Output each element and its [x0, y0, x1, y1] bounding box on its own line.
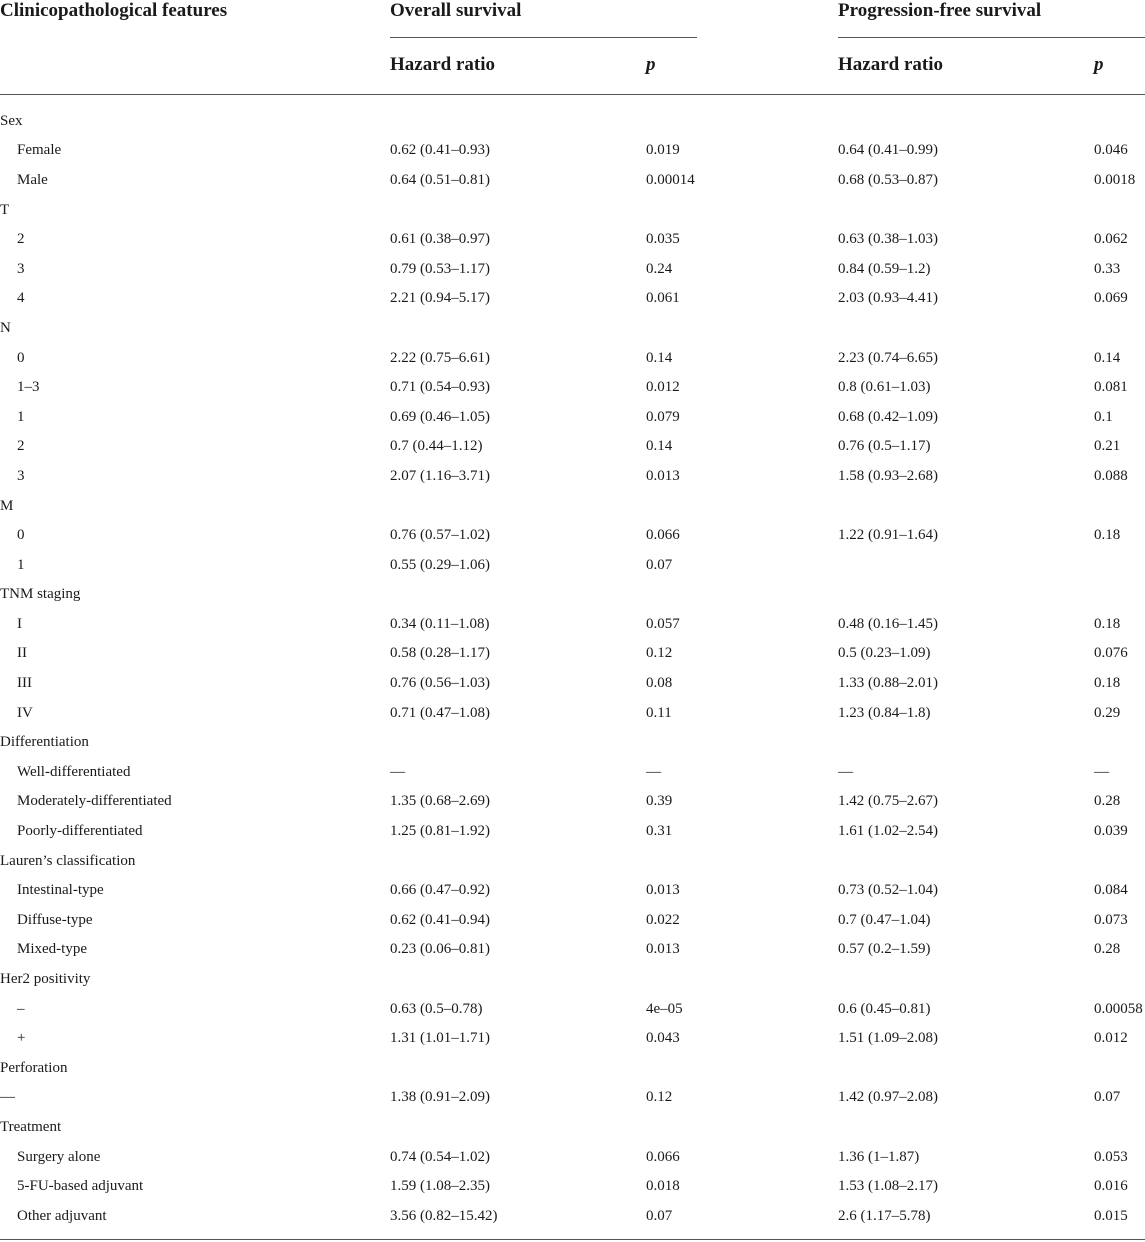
pfs-hazard-ratio-cell: 2.03 (0.93–4.41) [838, 290, 938, 307]
pfs-hazard-ratio-cell: 0.63 (0.38–1.03) [838, 231, 938, 248]
os-hazard-ratio-cell [390, 580, 646, 610]
pfs-p-value-cell [1094, 1113, 1145, 1143]
table-row [0, 166, 1145, 196]
table-group-row [0, 491, 1145, 521]
table-group-row [0, 1083, 1145, 1113]
os-p-value-cell [646, 1054, 838, 1084]
os-p-value-cell: 0.022 [646, 911, 680, 928]
os-hazard-ratio-cell: 0.61 (0.38–0.97) [390, 231, 490, 248]
pfs-hazard-ratio-cell [838, 491, 1094, 521]
pfs-p-value-cell: 0.28 [1094, 793, 1121, 810]
os-hazard-ratio-cell: 0.64 (0.51–0.81) [390, 171, 490, 188]
table-row [0, 994, 1145, 1024]
feature-label: 2 [17, 438, 25, 455]
os-p-value-cell: 0.013 [646, 941, 680, 958]
feature-label: Surgery alone [17, 1148, 101, 1165]
os-p-value-cell [646, 94, 838, 136]
table-row [0, 284, 1145, 314]
pfs-hazard-ratio-cell [838, 94, 1094, 136]
os-p-value-cell: 0.012 [646, 379, 680, 396]
pfs-hazard-ratio-cell: 0.57 (0.2–1.59) [838, 941, 931, 958]
os-hazard-ratio-cell: 1.25 (0.81–1.92) [390, 823, 490, 840]
group-label: N [0, 319, 11, 336]
os-hazard-ratio-cell: 1.38 (0.91–2.09) [390, 1089, 490, 1106]
table-bottom-rule [0, 1239, 1145, 1240]
os-p-value-cell [646, 728, 838, 758]
os-hazard-ratio-cell: 0.71 (0.54–0.93) [390, 379, 490, 396]
os-p-value-cell: 0.018 [646, 1178, 680, 1195]
pfs-p-value-cell [1094, 965, 1145, 995]
os-hazard-ratio-cell: 0.79 (0.53–1.17) [390, 260, 490, 277]
pfs-hazard-ratio-cell [838, 580, 1094, 610]
feature-label: 2 [17, 231, 25, 248]
table-row [0, 373, 1145, 403]
pfs-p-value-cell [1094, 550, 1145, 580]
feature-label: Female [17, 142, 62, 159]
os-p-value-cell: 0.013 [646, 467, 680, 484]
pfs-p-value-cell: 0.012 [1094, 1030, 1128, 1047]
pfs-hazard-ratio-cell [838, 965, 1094, 995]
table-row [0, 1201, 1145, 1231]
pfs-p-value-cell: — [1094, 763, 1109, 780]
pfs-p-value-cell: 0.1 [1094, 408, 1113, 425]
os-hazard-ratio-cell: 2.21 (0.94–5.17) [390, 290, 490, 307]
feature-label: – [17, 1000, 25, 1017]
pfs-hazard-ratio-cell: 1.61 (1.02–2.54) [838, 823, 938, 840]
pfs-p-value-cell: 0.18 [1094, 675, 1121, 692]
os-hazard-ratio-cell: 0.58 (0.28–1.17) [390, 645, 490, 662]
table-row [0, 225, 1145, 255]
os-p-value-cell [646, 491, 838, 521]
table-row [0, 254, 1145, 284]
pfs-p-value-cell [1094, 1054, 1145, 1084]
table-row [0, 1142, 1145, 1172]
os-p-header: p [646, 38, 838, 94]
table-row [0, 876, 1145, 906]
pfs-p-value-cell: 0.046 [1094, 142, 1128, 159]
feature-label: Male [17, 171, 48, 188]
pfs-hazard-ratio-cell: 0.68 (0.53–0.87) [838, 171, 938, 188]
pfs-p-value-cell: 0.0018 [1094, 171, 1136, 188]
feature-label: Poorly-differentiated [17, 823, 143, 840]
pfs-p-value-cell: 0.073 [1094, 911, 1128, 928]
os-p-value-cell [646, 580, 838, 610]
pfs-group-header [838, 0, 1145, 38]
os-p-value-cell: 0.07 [646, 556, 673, 573]
group-label: Her2 positivity [0, 971, 91, 988]
os-p-value-cell: 0.12 [646, 1089, 673, 1106]
os-hazard-ratio-cell: 0.66 (0.47–0.92) [390, 882, 490, 899]
os-p-value-cell: 0.14 [646, 438, 673, 455]
pfs-p-value-cell [1094, 195, 1145, 225]
table-group-row [0, 728, 1145, 758]
os-p-value-cell: 0.12 [646, 645, 673, 662]
pfs-hazard-ratio-cell: 0.5 (0.23–1.09) [838, 645, 931, 662]
feature-label: 0 [17, 527, 25, 544]
pfs-p-value-cell [1094, 314, 1145, 344]
pfs-hazard-ratio-cell: 0.73 (0.52–1.04) [838, 882, 938, 899]
feature-label: 3 [17, 467, 25, 484]
os-hazard-ratio-cell: 0.34 (0.11–1.08) [390, 615, 490, 632]
os-group-header [390, 0, 838, 38]
pfs-hazard-ratio-cell: 2.6 (1.17–5.78) [838, 1207, 931, 1224]
pfs-p-value-cell [1094, 728, 1145, 758]
pfs-hazard-ratio-cell: 0.7 (0.47–1.04) [838, 911, 931, 928]
feature-column-header: Clinicopathological features [0, 0, 390, 94]
os-hazard-ratio-cell: 0.76 (0.56–1.03) [390, 675, 490, 692]
feature-label: Mixed-type [17, 941, 87, 958]
table-group-row [0, 94, 1145, 136]
pfs-p-value-cell: 0.076 [1094, 645, 1128, 662]
feature-label: 5-FU-based adjuvant [17, 1178, 144, 1195]
os-p-value-cell: 0.24 [646, 260, 673, 277]
pfs-p-value-cell [1094, 580, 1145, 610]
os-p-value-cell [646, 1113, 838, 1143]
os-hazard-ratio-cell: 1.35 (0.68–2.69) [390, 793, 490, 810]
pfs-p-value-cell: 0.062 [1094, 231, 1128, 248]
table-group-row [0, 1113, 1145, 1143]
feature-label: Diffuse-type [17, 911, 93, 928]
pfs-p-value-cell: 0.016 [1094, 1178, 1128, 1195]
os-p-value-cell: 0.043 [646, 1030, 680, 1047]
table-row [0, 432, 1145, 462]
os-p-value-cell: 0.066 [646, 1148, 680, 1165]
pfs-p-value-cell: 0.18 [1094, 615, 1121, 632]
feature-label: Moderately-differentiated [17, 793, 172, 810]
pfs-p-value-cell: 0.088 [1094, 467, 1128, 484]
pfs-hazard-ratio-cell [838, 846, 1094, 876]
os-p-value-cell: 0.019 [646, 142, 680, 159]
os-p-value-cell [646, 195, 838, 225]
group-label: Lauren’s classification [0, 852, 136, 869]
os-p-value-cell: 0.013 [646, 882, 680, 899]
pfs-hazard-ratio-cell: 0.8 (0.61–1.03) [838, 379, 931, 396]
pfs-p-value-cell: 0.015 [1094, 1207, 1128, 1224]
os-p-value-cell: 0.00014 [646, 171, 695, 188]
os-p-value-cell: 0.11 [646, 704, 672, 721]
pfs-p-value-cell [1094, 846, 1145, 876]
pfs-hazard-ratio-cell: 0.84 (0.59–1.2) [838, 260, 931, 277]
table-row [0, 758, 1145, 788]
table-row [0, 1172, 1145, 1202]
os-p-value-cell: 0.079 [646, 408, 680, 425]
pfs-hazard-ratio-cell: 1.36 (1–1.87) [838, 1148, 920, 1165]
feature-label: 0 [17, 349, 25, 366]
pfs-hazard-ratio-cell: 1.58 (0.93–2.68) [838, 467, 938, 484]
os-hazard-ratio-cell [390, 195, 646, 225]
pfs-hazard-ratio-cell: 0.64 (0.41–0.99) [838, 142, 938, 159]
table-row [0, 906, 1145, 936]
pfs-p-value-cell: 0.081 [1094, 379, 1128, 396]
os-p-value-cell: 0.31 [646, 823, 673, 840]
pfs-p-value-cell: 0.039 [1094, 823, 1128, 840]
pfs-hazard-ratio-cell: — [838, 763, 853, 780]
table-row [0, 136, 1145, 166]
os-p-value-cell: 0.035 [646, 231, 680, 248]
table-row [0, 935, 1145, 965]
table-group-row [0, 580, 1145, 610]
table-group-row [0, 1054, 1145, 1084]
pfs-p-value-cell: 0.18 [1094, 527, 1121, 544]
table-row [0, 550, 1145, 580]
os-group-title: Overall survival [390, 0, 697, 38]
os-p-value-cell: 0.057 [646, 615, 680, 632]
os-hazard-ratio-header: Hazard ratio [390, 38, 646, 94]
group-label: Sex [0, 112, 23, 129]
os-hazard-ratio-cell: 0.7 (0.44–1.12) [390, 438, 483, 455]
pfs-hazard-ratio-cell: 0.48 (0.16–1.45) [838, 615, 938, 632]
pfs-hazard-ratio-cell: 1.22 (0.91–1.64) [838, 527, 938, 544]
feature-label: Other adjuvant [17, 1207, 107, 1224]
pfs-hazard-ratio-cell: 1.51 (1.09–2.08) [838, 1030, 938, 1047]
table-row [0, 669, 1145, 699]
os-hazard-ratio-cell: 0.62 (0.41–0.94) [390, 911, 490, 928]
pfs-hazard-ratio-cell [838, 314, 1094, 344]
feature-label: 1 [17, 408, 25, 425]
table-group-row [0, 195, 1145, 225]
table-row [0, 1024, 1145, 1054]
feature-label: 1–3 [17, 379, 40, 396]
os-hazard-ratio-cell: 0.71 (0.47–1.08) [390, 704, 490, 721]
os-p-value-cell: 0.07 [646, 1207, 673, 1224]
feature-label: 3 [17, 260, 25, 277]
pfs-hazard-ratio-cell: 1.42 (0.75–2.67) [838, 793, 938, 810]
group-label: — [0, 1089, 15, 1106]
pfs-p-value-cell: 0.069 [1094, 290, 1128, 307]
os-hazard-ratio-cell: 0.62 (0.41–0.93) [390, 142, 490, 159]
os-p-value-cell [646, 965, 838, 995]
table-group-row [0, 965, 1145, 995]
os-hazard-ratio-cell: 0.23 (0.06–0.81) [390, 941, 490, 958]
table-row [0, 402, 1145, 432]
group-label: T [0, 201, 10, 218]
os-p-value-cell: — [646, 763, 661, 780]
os-hazard-ratio-cell: 0.74 (0.54–1.02) [390, 1148, 490, 1165]
os-hazard-ratio-cell [390, 1113, 646, 1143]
group-label: Differentiation [0, 734, 89, 751]
os-p-value-cell [646, 314, 838, 344]
pfs-hazard-ratio-cell [838, 1113, 1094, 1143]
pfs-hazard-ratio-cell [838, 195, 1094, 225]
os-hazard-ratio-cell: 0.55 (0.29–1.06) [390, 556, 490, 573]
os-hazard-ratio-cell: — [390, 763, 405, 780]
group-label: Perforation [0, 1059, 68, 1076]
os-hazard-ratio-cell [390, 846, 646, 876]
pfs-hazard-ratio-cell [838, 728, 1094, 758]
os-p-value-cell: 4e–05 [646, 1000, 683, 1017]
table-row [0, 698, 1145, 728]
pfs-p-value-cell: 0.053 [1094, 1148, 1128, 1165]
os-hazard-ratio-cell [390, 728, 646, 758]
table-row [0, 521, 1145, 551]
pfs-hazard-ratio-cell: 0.68 (0.42–1.09) [838, 408, 938, 425]
pfs-p-value-cell: 0.14 [1094, 349, 1121, 366]
pfs-p-value-cell [1094, 94, 1145, 136]
table-row [0, 343, 1145, 373]
os-p-value-cell [646, 846, 838, 876]
group-label: Treatment [0, 1118, 62, 1135]
table-header [0, 0, 1145, 94]
pfs-p-value-cell: 0.00058 [1094, 1000, 1143, 1017]
os-p-value-cell: 0.066 [646, 527, 680, 544]
os-hazard-ratio-cell [390, 1054, 646, 1084]
pfs-hazard-ratio-cell: 2.23 (0.74–6.65) [838, 349, 938, 366]
table-body [0, 94, 1145, 1231]
pfs-hazard-ratio-header: Hazard ratio [838, 38, 1094, 94]
pfs-p-value-cell: 0.07 [1094, 1089, 1121, 1106]
table-group-row [0, 314, 1145, 344]
os-hazard-ratio-cell: 2.07 (1.16–3.71) [390, 467, 490, 484]
pfs-hazard-ratio-cell: 1.53 (1.08–2.17) [838, 1178, 938, 1195]
table-row [0, 787, 1145, 817]
feature-label: IV [17, 704, 33, 721]
os-p-value-cell: 0.061 [646, 290, 680, 307]
pfs-hazard-ratio-cell: 0.6 (0.45–0.81) [838, 1000, 931, 1017]
feature-label: Intestinal-type [17, 882, 104, 899]
pfs-p-value-cell: 0.084 [1094, 882, 1128, 899]
table-row [0, 639, 1145, 669]
os-hazard-ratio-cell [390, 965, 646, 995]
pfs-p-header: p [1094, 38, 1145, 94]
table-row [0, 462, 1145, 492]
table-row [0, 817, 1145, 847]
os-hazard-ratio-cell [390, 314, 646, 344]
feature-label: III [17, 675, 32, 692]
os-hazard-ratio-cell [390, 491, 646, 521]
pfs-hazard-ratio-cell [838, 550, 1094, 580]
group-label: M [0, 497, 14, 514]
pfs-hazard-ratio-cell: 1.42 (0.97–2.08) [838, 1089, 938, 1106]
os-p-value-cell: 0.14 [646, 349, 673, 366]
pfs-hazard-ratio-cell: 1.23 (0.84–1.8) [838, 704, 931, 721]
os-hazard-ratio-cell: 1.31 (1.01–1.71) [390, 1030, 490, 1047]
os-hazard-ratio-cell: 0.63 (0.5–0.78) [390, 1000, 483, 1017]
os-hazard-ratio-cell: 1.59 (1.08–2.35) [390, 1178, 490, 1195]
table-group-row [0, 846, 1145, 876]
feature-label: 4 [17, 290, 25, 307]
os-p-value-cell: 0.08 [646, 675, 673, 692]
pfs-p-value-cell: 0.21 [1094, 438, 1121, 455]
table-row [0, 610, 1145, 640]
pfs-p-value-cell: 0.33 [1094, 260, 1121, 277]
os-p-value-cell: 0.39 [646, 793, 673, 810]
os-hazard-ratio-cell: 0.69 (0.46–1.05) [390, 408, 490, 425]
pfs-p-value-cell: 0.28 [1094, 941, 1121, 958]
feature-label: I [17, 615, 22, 632]
os-hazard-ratio-cell [390, 94, 646, 136]
os-hazard-ratio-cell: 2.22 (0.75–6.61) [390, 349, 490, 366]
pfs-p-value-cell: 0.29 [1094, 704, 1121, 721]
pfs-hazard-ratio-cell [838, 1054, 1094, 1084]
os-hazard-ratio-cell: 0.76 (0.57–1.02) [390, 527, 490, 544]
pfs-p-value-cell [1094, 491, 1145, 521]
feature-label: 1 [17, 556, 25, 573]
feature-label: Well-differentiated [17, 763, 131, 780]
feature-label: II [17, 645, 27, 662]
feature-label: + [17, 1030, 26, 1047]
group-label: TNM staging [0, 586, 81, 603]
pfs-hazard-ratio-cell: 1.33 (0.88–2.01) [838, 675, 938, 692]
os-hazard-ratio-cell: 3.56 (0.82–15.42) [390, 1207, 498, 1224]
pfs-hazard-ratio-cell: 0.76 (0.5–1.17) [838, 438, 931, 455]
pfs-group-title: Progression-free survival [838, 0, 1145, 38]
